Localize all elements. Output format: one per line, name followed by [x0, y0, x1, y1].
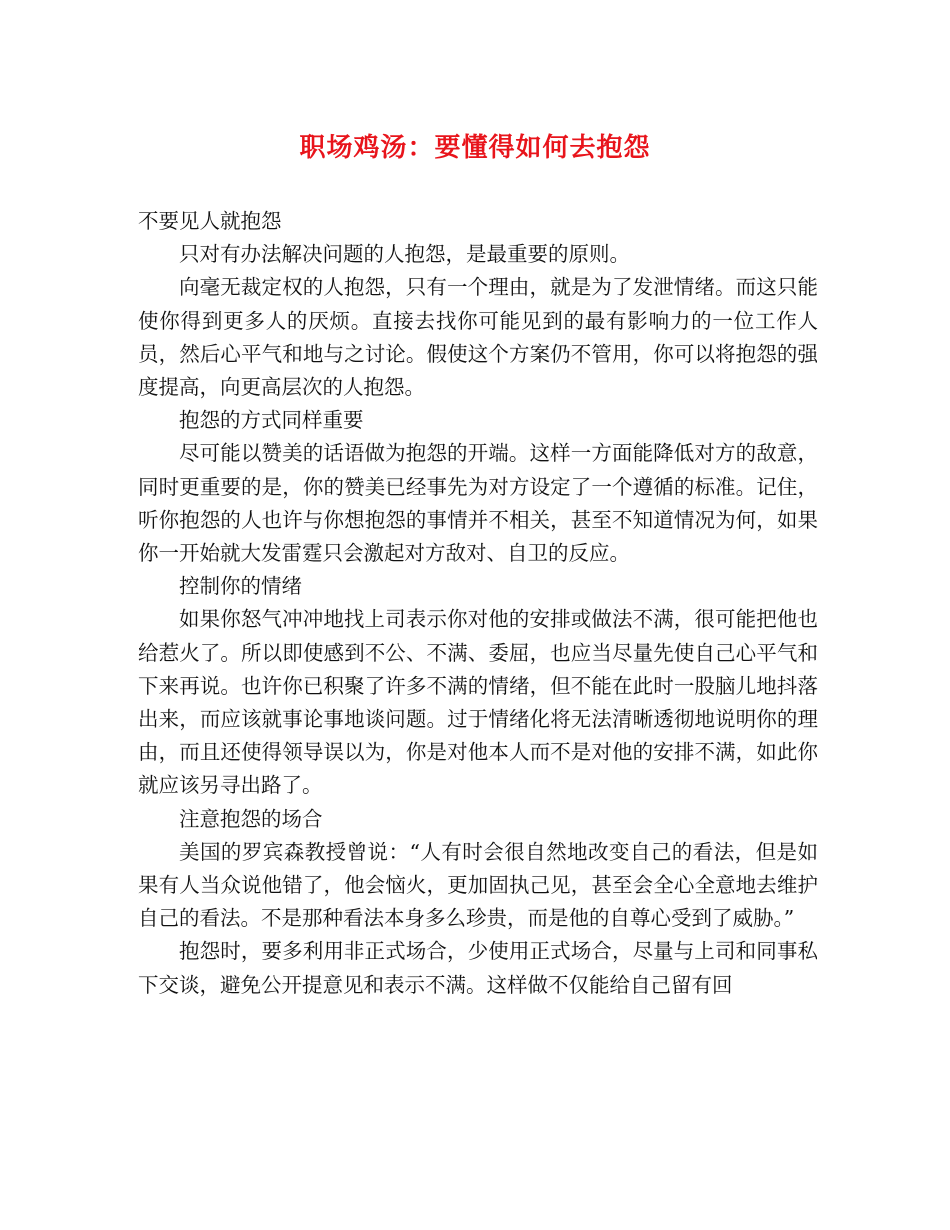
paragraph-principle: 只对有办法解决问题的人抱怨，是最重要的原则。 — [179, 242, 630, 267]
section-heading-complaint-occasion: 注意抱怨的场合 — [179, 806, 323, 831]
document-title: 职场鸡汤：要懂得如何去抱怨 — [299, 133, 651, 163]
paragraph-robinson-quote: 美国的罗宾森教授曾说：“人有时会很自然地改变自己的看法，但是如果有人当众说他错了，他会恼火，更加固执己见，甚至会全心全意地去维护自己的看法。不是那种看法本身多么珍贵，而是他的自尊心受到了威胁。” — [138, 839, 818, 931]
paragraph-informal-occasions: 抱怨时，要多利用非正式场合，少使用正式场合，尽量与上司和同事私下交谈，避免公开提意见和表示不满。这样做不仅能给自己留有回 — [138, 939, 818, 997]
paragraph-start-with-praise: 尽可能以赞美的话语做为抱怨的开端。这样一方面能降低对方的敌意，同时更重要的是，你的赞美已经事先为对方设定了一个遵循的标准。记住，听你抱怨的人也许与你想抱怨的事情并不相关，甚至不知道情况为何，如果你一开始就大发雷霆只会激起对方敌对、自卫的反应。 — [138, 441, 818, 566]
paragraph-who-to-complain-to: 向毫无裁定权的人抱怨，只有一个理由，就是为了发泄情绪。而这只能使你得到更多人的厌烦。直接去找你可能见到的最有影响力的一位工作人员，然后心平气和地与之讨论。假使这个方案仍不管用，你可以将抱怨的强度提高，向更高层次的人抱怨。 — [138, 275, 818, 400]
section-heading-complain-to-right-person: 不要见人就抱怨 — [138, 209, 282, 233]
document-body — [138, 205, 818, 1002]
paragraph-control-emotions: 如果你怒气冲冲地找上司表示你对他的安排或做法不满，很可能把他也给惹火了。所以即使感到不公、不满、委屈，也应当尽量先使自己心平气和下来再说。也许你已积聚了许多不满的情绪，但不能在此时一股脑儿地抖落出来，而应该就事论事地谈问题。过于情绪化将无法清晰透彻地说明你的理由，而且还使得领导误以为，你是对他本人而不是对他的安排不满，如此你就应该另寻出路了。 — [138, 607, 818, 798]
section-heading-control-emotions: 控制你的情绪 — [179, 574, 302, 599]
section-heading-complaint-method: 抱怨的方式同样重要 — [179, 408, 364, 433]
